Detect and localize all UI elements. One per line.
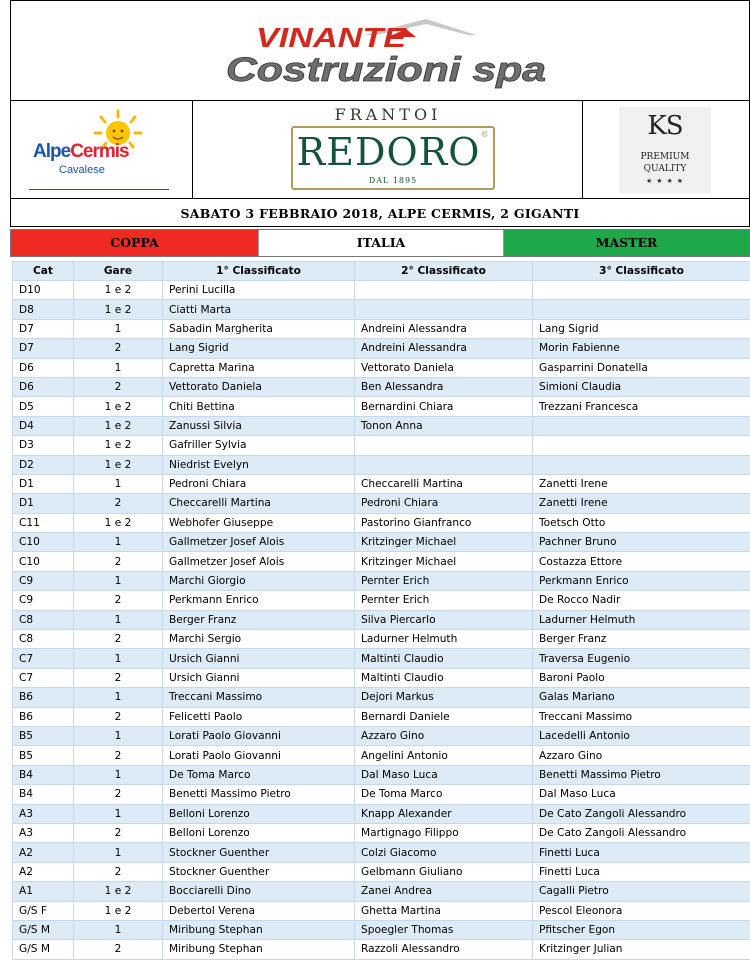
cell-gare: 2 (74, 494, 163, 513)
table-row (13, 513, 750, 532)
cell-third-place: De Rocco Nadir (533, 591, 750, 610)
cell-gare: 1 (74, 571, 163, 590)
cell-second-place: Tonon Anna (355, 416, 533, 435)
cell-second-place: Andreini Alessandra (355, 339, 533, 358)
cell-cat: A3 (13, 823, 74, 842)
cell-first-place: Perkmann Enrico (163, 591, 355, 610)
cell-second-place: Maltinti Claudio (355, 668, 533, 687)
table-row (13, 630, 750, 649)
cell-first-place: Debertol Verena (163, 901, 355, 920)
cell-first-place: Chiti Bettina (163, 397, 355, 416)
cell-cat: D6 (13, 358, 74, 377)
vinante-costruzioni-logo (216, 15, 556, 93)
table-row (13, 882, 750, 901)
table-row (13, 940, 750, 959)
cell-third-place: Simioni Claudia (533, 377, 750, 396)
cell-gare: 1 e 2 (74, 436, 163, 455)
cell-cat: G/S F (13, 901, 74, 920)
table-row (13, 281, 750, 300)
results-body (13, 281, 750, 960)
table-row (13, 552, 750, 571)
table-row (13, 416, 750, 435)
cell-second-place: Vettorato Daniela (355, 358, 533, 377)
cell-first-place: Gallmetzer Josef Alois (163, 533, 355, 552)
star-icons: ★ ★ ★ ★ (646, 178, 684, 185)
cell-third-place: Morin Fabienne (533, 339, 750, 358)
cell-gare: 1 e 2 (74, 300, 163, 319)
cell-cat: B4 (13, 785, 74, 804)
cell-second-place: Colzi Giacomo (355, 843, 533, 862)
cell-cat: D1 (13, 474, 74, 493)
cell-second-place (355, 300, 533, 319)
cell-gare: 2 (74, 552, 163, 571)
table-row (13, 474, 750, 493)
cell-first-place: Webhofer Giuseppe (163, 513, 355, 532)
cell-first-place: Bocciarelli Dino (163, 882, 355, 901)
cell-third-place: Galas Mariano (533, 688, 750, 707)
cell-gare: 2 (74, 940, 163, 959)
cell-first-place: Miribung Stephan (163, 920, 355, 939)
cell-first-place: Pedroni Chiara (163, 474, 355, 493)
table-row (13, 804, 750, 823)
cell-third-place: Baroni Paolo (533, 668, 750, 687)
cell-third-place: Azzaro Gino (533, 746, 750, 765)
cell-gare: 1 e 2 (74, 882, 163, 901)
table-row (13, 843, 750, 862)
cell-gare: 2 (74, 630, 163, 649)
cell-gare: 1 e 2 (74, 281, 163, 300)
table-row (13, 785, 750, 804)
cell-second-place: Kritzinger Michael (355, 533, 533, 552)
cell-cat: B5 (13, 726, 74, 745)
cell-cat: C8 (13, 630, 74, 649)
cell-second-place: Bernardi Daniele (355, 707, 533, 726)
cell-third-place: Cagalli Pietro (533, 882, 750, 901)
divider (29, 189, 169, 190)
cell-first-place: Stockner Guenther (163, 843, 355, 862)
cell-first-place: Niedrist Evelyn (163, 455, 355, 474)
cell-cat: B6 (13, 707, 74, 726)
cell-gare: 1 (74, 649, 163, 668)
cell-gare: 1 e 2 (74, 901, 163, 920)
redoro-logo (193, 101, 583, 198)
cell-cat: D7 (13, 339, 74, 358)
col-header-third: 3° Classificato (533, 262, 750, 281)
cell-third-place: Finetti Luca (533, 862, 750, 881)
cell-second-place: Ghetta Martina (355, 901, 533, 920)
col-header-cat: Cat (13, 262, 74, 281)
table-row (13, 397, 750, 416)
cell-third-place (533, 436, 750, 455)
table-row (13, 610, 750, 629)
cell-third-place: Berger Franz (533, 630, 750, 649)
cell-second-place: Andreini Alessandra (355, 319, 533, 338)
redoro-wordmark: REDORO® (296, 130, 490, 174)
cell-cat: C9 (13, 571, 74, 590)
cell-second-place: Pedroni Chiara (355, 494, 533, 513)
cell-cat: G/S M (13, 920, 74, 939)
cell-first-place: Benetti Massimo Pietro (163, 785, 355, 804)
table-row (13, 649, 750, 668)
cell-gare: 2 (74, 591, 163, 610)
table-row (13, 300, 750, 319)
cell-third-place: Costazza Ettore (533, 552, 750, 571)
cell-second-place: Kritzinger Michael (355, 552, 533, 571)
table-row (13, 920, 750, 939)
table-row (13, 533, 750, 552)
cell-third-place: Finetti Luca (533, 843, 750, 862)
cell-first-place: Gafriller Sylvia (163, 436, 355, 455)
ks-badge (619, 107, 711, 193)
redoro-frame (291, 126, 495, 190)
cell-first-place: Ciatti Marta (163, 300, 355, 319)
cell-gare: 2 (74, 707, 163, 726)
category-master: MASTER (504, 230, 749, 256)
cell-third-place (533, 416, 750, 435)
cell-third-place: Gasparrini Donatella (533, 358, 750, 377)
table-row (13, 765, 750, 784)
cell-first-place: Treccani Massimo (163, 688, 355, 707)
cell-gare: 1 (74, 843, 163, 862)
col-header-second: 2° Classificato (355, 262, 533, 281)
cell-second-place: Spoegler Thomas (355, 920, 533, 939)
cell-third-place (533, 281, 750, 300)
cell-gare: 2 (74, 668, 163, 687)
cell-cat: C8 (13, 610, 74, 629)
cell-gare: 1 e 2 (74, 397, 163, 416)
table-row (13, 668, 750, 687)
cell-third-place: Perkmann Enrico (533, 571, 750, 590)
col-header-gare: Gare (74, 262, 163, 281)
cell-third-place: De Cato Zangoli Alessandro (533, 804, 750, 823)
cell-third-place: Treccani Massimo (533, 707, 750, 726)
sponsor-logos-row (11, 101, 749, 199)
cell-second-place (355, 455, 533, 474)
table-row (13, 377, 750, 396)
cell-second-place: Angelini Antonio (355, 746, 533, 765)
cell-third-place: Benetti Massimo Pietro (533, 765, 750, 784)
cell-cat: D8 (13, 300, 74, 319)
cell-second-place: Pastorino Gianfranco (355, 513, 533, 532)
cell-second-place: Martignago Filippo (355, 823, 533, 842)
cell-third-place (533, 455, 750, 474)
table-row (13, 494, 750, 513)
cell-cat: C9 (13, 591, 74, 610)
cell-cat: C10 (13, 533, 74, 552)
alpe-cermis-subtitle: Cavalese (59, 164, 105, 176)
cell-gare: 1 (74, 474, 163, 493)
cell-first-place: Miribung Stephan (163, 940, 355, 959)
cell-second-place: Checcarelli Martina (355, 474, 533, 493)
cell-first-place: Perini Lucilla (163, 281, 355, 300)
header-box (10, 0, 750, 227)
table-row (13, 436, 750, 455)
cell-cat: C7 (13, 649, 74, 668)
cell-second-place: Ben Alessandra (355, 377, 533, 396)
table-row (13, 591, 750, 610)
redoro-since: DAL 1895 (368, 176, 418, 185)
cell-first-place: Vettorato Daniela (163, 377, 355, 396)
table-row (13, 823, 750, 842)
cell-third-place: Toetsch Otto (533, 513, 750, 532)
ks-monogram: KS (647, 111, 683, 141)
cell-cat: B4 (13, 765, 74, 784)
cell-first-place: Lorati Paolo Giovanni (163, 746, 355, 765)
cell-cat: D4 (13, 416, 74, 435)
table-row (13, 901, 750, 920)
cell-first-place: Ursich Gianni (163, 649, 355, 668)
cell-cat: D10 (13, 281, 74, 300)
cell-gare: 1 (74, 765, 163, 784)
cell-third-place: De Cato Zangoli Alessandro (533, 823, 750, 842)
cell-cat: D2 (13, 455, 74, 474)
ks-premium-logo (583, 101, 749, 198)
cell-gare: 1 (74, 726, 163, 745)
cell-cat: A2 (13, 862, 74, 881)
cell-gare: 1 e 2 (74, 416, 163, 435)
cell-third-place: Trezzani Francesca (533, 397, 750, 416)
cell-gare: 1 (74, 358, 163, 377)
table-row (13, 726, 750, 745)
category-italia: ITALIA (258, 230, 504, 256)
cell-gare: 1 (74, 610, 163, 629)
cell-gare: 1 (74, 804, 163, 823)
event-title: SABATO 3 FEBBRAIO 2018, ALPE CERMIS, 2 GIGANTI (180, 206, 580, 221)
cell-first-place: Checcarelli Martina (163, 494, 355, 513)
cell-third-place: Pescol Eleonora (533, 901, 750, 920)
cell-cat: D1 (13, 494, 74, 513)
cell-third-place (533, 300, 750, 319)
table-row (13, 746, 750, 765)
cell-first-place: Lang Sigrid (163, 339, 355, 358)
cell-gare: 2 (74, 785, 163, 804)
cell-cat: C7 (13, 668, 74, 687)
cell-first-place: Capretta Marina (163, 358, 355, 377)
cell-second-place: Azzaro Gino (355, 726, 533, 745)
results-table (12, 261, 750, 960)
cell-second-place (355, 281, 533, 300)
cell-first-place: De Toma Marco (163, 765, 355, 784)
cell-cat: D7 (13, 319, 74, 338)
table-row (13, 319, 750, 338)
cell-gare: 2 (74, 377, 163, 396)
cell-second-place: Silva Piercarlo (355, 610, 533, 629)
cell-second-place: Gelbmann Giuliano (355, 862, 533, 881)
cell-gare: 2 (74, 823, 163, 842)
cell-third-place: Lacedelli Antonio (533, 726, 750, 745)
cell-first-place: Belloni Lorenzo (163, 823, 355, 842)
cell-second-place: Pernter Erich (355, 571, 533, 590)
table-row (13, 707, 750, 726)
col-header-first: 1° Classificato (163, 262, 355, 281)
cell-first-place: Belloni Lorenzo (163, 804, 355, 823)
cell-gare: 1 (74, 533, 163, 552)
alpe-cermis-logo (11, 101, 193, 198)
cell-third-place: Pfitscher Egon (533, 920, 750, 939)
table-header-row (13, 262, 750, 281)
cell-cat: A1 (13, 882, 74, 901)
cell-first-place: Marchi Giorgio (163, 571, 355, 590)
cell-gare: 1 (74, 688, 163, 707)
cell-first-place: Zanussi Silvia (163, 416, 355, 435)
cell-second-place: Dejori Markus (355, 688, 533, 707)
category-bar (10, 229, 750, 257)
cell-gare: 1 e 2 (74, 455, 163, 474)
cell-second-place: Pernter Erich (355, 591, 533, 610)
cell-cat: C11 (13, 513, 74, 532)
cell-second-place: Knapp Alexander (355, 804, 533, 823)
table-row (13, 339, 750, 358)
cell-first-place: Berger Franz (163, 610, 355, 629)
cell-gare: 1 e 2 (74, 513, 163, 532)
table-row (13, 571, 750, 590)
cell-first-place: Stockner Guenther (163, 862, 355, 881)
cell-cat: B6 (13, 688, 74, 707)
cell-first-place: Lorati Paolo Giovanni (163, 726, 355, 745)
table-row (13, 455, 750, 474)
cell-third-place: Traversa Eugenio (533, 649, 750, 668)
redoro-top-text: FRANTOI (334, 105, 442, 124)
table-row (13, 358, 750, 377)
cell-second-place (355, 436, 533, 455)
svg-text:VINANTE: VINANTE (256, 22, 408, 53)
cell-third-place: Zanetti Irene (533, 474, 750, 493)
cell-cat: A2 (13, 843, 74, 862)
cell-gare: 2 (74, 862, 163, 881)
cell-third-place: Ladurner Helmuth (533, 610, 750, 629)
svg-text:Costruzioni spa: Costruzioni spa (226, 51, 546, 89)
ks-caption: PREMIUM QUALITY (640, 152, 690, 174)
cell-first-place: Sabadin Margherita (163, 319, 355, 338)
alpe-cermis-wordmark: AlpeCermis (33, 141, 129, 162)
cell-first-place: Ursich Gianni (163, 668, 355, 687)
cell-second-place: De Toma Marco (355, 785, 533, 804)
cell-third-place: Lang Sigrid (533, 319, 750, 338)
cell-second-place: Zanei Andrea (355, 882, 533, 901)
cell-second-place: Maltinti Claudio (355, 649, 533, 668)
cell-third-place: Kritzinger Julian (533, 940, 750, 959)
cell-gare: 1 (74, 319, 163, 338)
table-row (13, 862, 750, 881)
cell-cat: D5 (13, 397, 74, 416)
cell-second-place: Ladurner Helmuth (355, 630, 533, 649)
cell-gare: 2 (74, 339, 163, 358)
cell-cat: A3 (13, 804, 74, 823)
table-row (13, 688, 750, 707)
cell-cat: B5 (13, 746, 74, 765)
category-coppa: COPPA (11, 230, 258, 256)
cell-third-place: Pachner Bruno (533, 533, 750, 552)
cell-first-place: Felicetti Paolo (163, 707, 355, 726)
cell-first-place: Gallmetzer Josef Alois (163, 552, 355, 571)
cell-second-place: Razzoli Alessandro (355, 940, 533, 959)
cell-third-place: Dal Maso Luca (533, 785, 750, 804)
cell-gare: 2 (74, 746, 163, 765)
cell-cat: D3 (13, 436, 74, 455)
cell-second-place: Bernardini Chiara (355, 397, 533, 416)
cell-second-place: Dal Maso Luca (355, 765, 533, 784)
cell-third-place: Zanetti Irene (533, 494, 750, 513)
cell-first-place: Marchi Sergio (163, 630, 355, 649)
cell-cat: G/S M (13, 940, 74, 959)
cell-cat: D6 (13, 377, 74, 396)
cell-cat: C10 (13, 552, 74, 571)
sponsor-banner (11, 1, 749, 101)
cell-gare: 1 (74, 920, 163, 939)
